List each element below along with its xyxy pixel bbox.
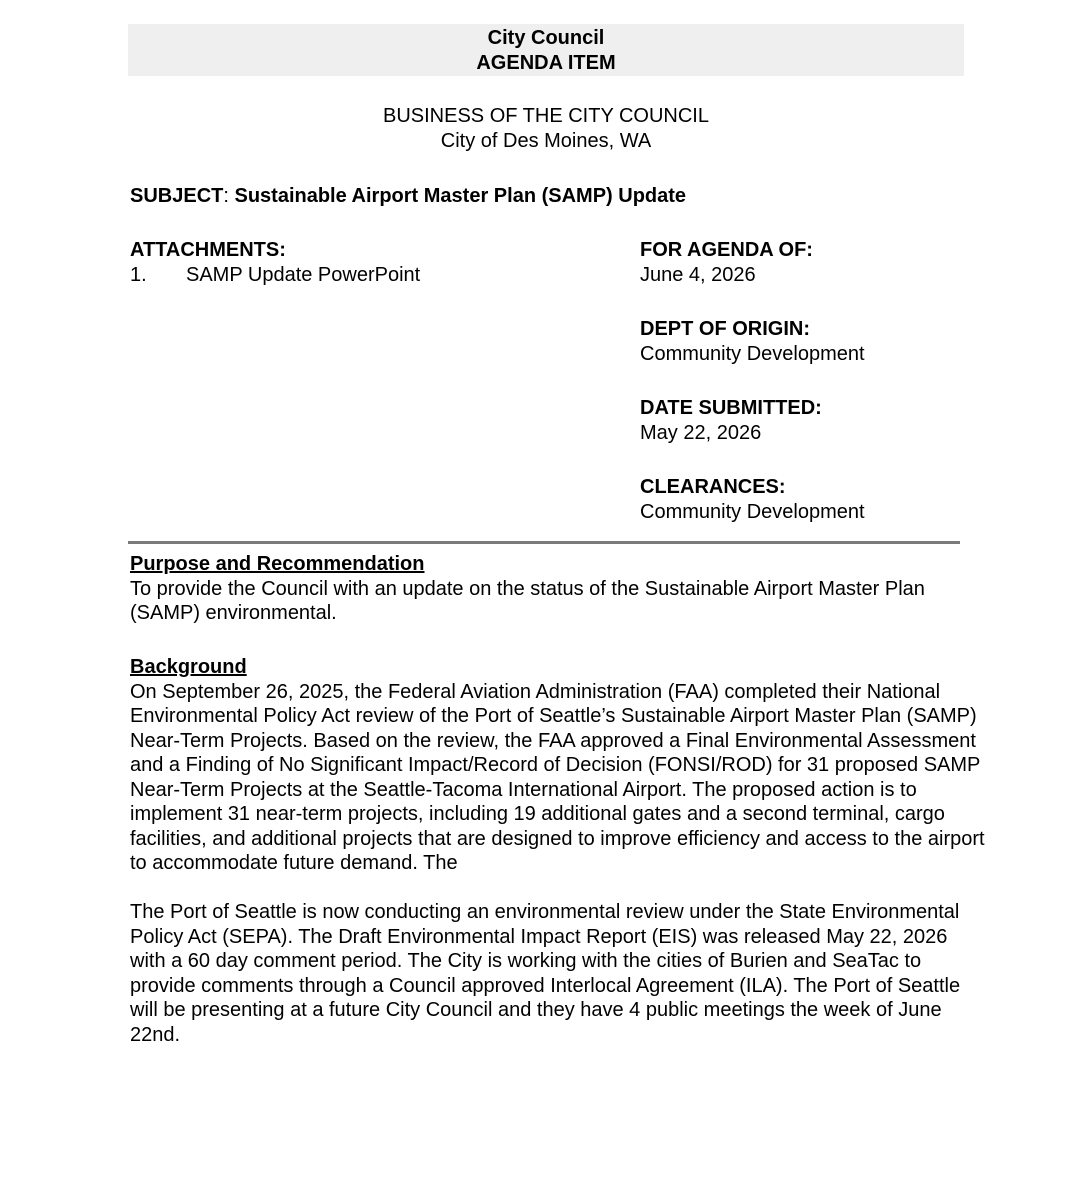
date-submitted-value: May 22, 2026 bbox=[640, 421, 762, 444]
attachment-number: 1. bbox=[130, 263, 147, 286]
background-line: implement 31 near-term projects, including 19 additional gates and a second terminal, cargo bbox=[130, 803, 945, 825]
section-divider bbox=[128, 541, 960, 544]
header-agenda-item: AGENDA ITEM bbox=[476, 51, 616, 74]
agenda-of-label: FOR AGENDA OF: bbox=[640, 239, 813, 261]
background-section bbox=[130, 655, 1050, 876]
subject-label: SUBJECT bbox=[130, 185, 224, 207]
attachment-text: SAMP Update PowerPoint bbox=[186, 263, 421, 286]
attachments-section bbox=[130, 238, 421, 287]
agenda-header bbox=[128, 24, 964, 76]
date-submitted-block bbox=[640, 396, 960, 445]
purpose-line: (SAMP) environmental. bbox=[130, 602, 337, 624]
dept-of-origin-label: DEPT OF ORIGIN: bbox=[640, 318, 810, 340]
background-p2-line: will be presenting at a future City Council and they have 4 public meetings the week of June bbox=[130, 999, 942, 1021]
background-line: and a Finding of No Significant Impact/Record of Decision (FONSI/ROD) for 31 proposed SAMP bbox=[130, 754, 981, 776]
background-p2-line: 22nd. bbox=[130, 1023, 181, 1046]
purpose-title: Purpose and Recommendation bbox=[130, 553, 425, 575]
background-paragraph-2 bbox=[130, 900, 1050, 1047]
clearances-block bbox=[640, 475, 960, 524]
background-line: to accommodate future demand. The bbox=[130, 852, 458, 874]
background-line: facilities, and additional projects that are designed to improve efficiency and access to the airport bbox=[130, 827, 985, 850]
background-p2-line: provide comments through a Council approved Interlocal Agreement (ILA). The Port of Seattle bbox=[130, 974, 961, 997]
background-line: Near-Term Projects at the Seattle-Tacoma International Airport. The proposed action is to bbox=[130, 778, 917, 801]
dept-of-origin-block bbox=[640, 317, 960, 366]
clearances-label: CLEARANCES: bbox=[640, 476, 786, 498]
subject-title: Sustainable Airport Master Plan (SAMP) Update bbox=[234, 185, 687, 207]
subject-line bbox=[130, 184, 686, 209]
background-line: Near-Term Projects. Based on the review, the FAA approved a Final Environmental Assessment bbox=[130, 729, 976, 752]
date-submitted-label: DATE SUBMITTED: bbox=[640, 397, 822, 419]
agenda-of-block bbox=[640, 238, 960, 287]
agenda-of-value: June 4, 2026 bbox=[640, 263, 756, 286]
business-title: BUSINESS OF THE CITY COUNCIL bbox=[383, 105, 709, 127]
background-line: On September 26, 2025, the Federal Aviation Administration (FAA) completed their National bbox=[130, 680, 941, 703]
agenda-meta bbox=[640, 238, 960, 554]
clearances-value: Community Development bbox=[640, 500, 865, 523]
business-heading bbox=[128, 104, 964, 153]
attachments-label: ATTACHMENTS: bbox=[130, 239, 286, 261]
subject-separator: : bbox=[223, 185, 229, 207]
dept-of-origin-value: Community Development bbox=[640, 342, 865, 365]
purpose-section bbox=[130, 552, 1050, 626]
business-city: City of Des Moines, WA bbox=[440, 129, 652, 152]
background-title: Background bbox=[130, 656, 247, 678]
header-city-council: City Council bbox=[487, 27, 605, 49]
purpose-line: To provide the Council with an update on the status of the Sustainable Airport Master Plan bbox=[130, 577, 925, 600]
background-p2-line: Policy Act (SEPA). The Draft Environmental Impact Report (EIS) was released May 22, 2026 bbox=[130, 925, 948, 948]
background-p2-line: with a 60 day comment period. The City is working with the cities of Burien and SeaTac to bbox=[130, 950, 922, 972]
attachment-item bbox=[130, 263, 421, 288]
background-line: Environmental Policy Act review of the Port of Seattle’s Sustainable Airport Master Plan (SAMP) bbox=[130, 705, 977, 727]
background-p2-line: The Port of Seattle is now conducting an environmental review under the State Environmental bbox=[130, 901, 960, 923]
